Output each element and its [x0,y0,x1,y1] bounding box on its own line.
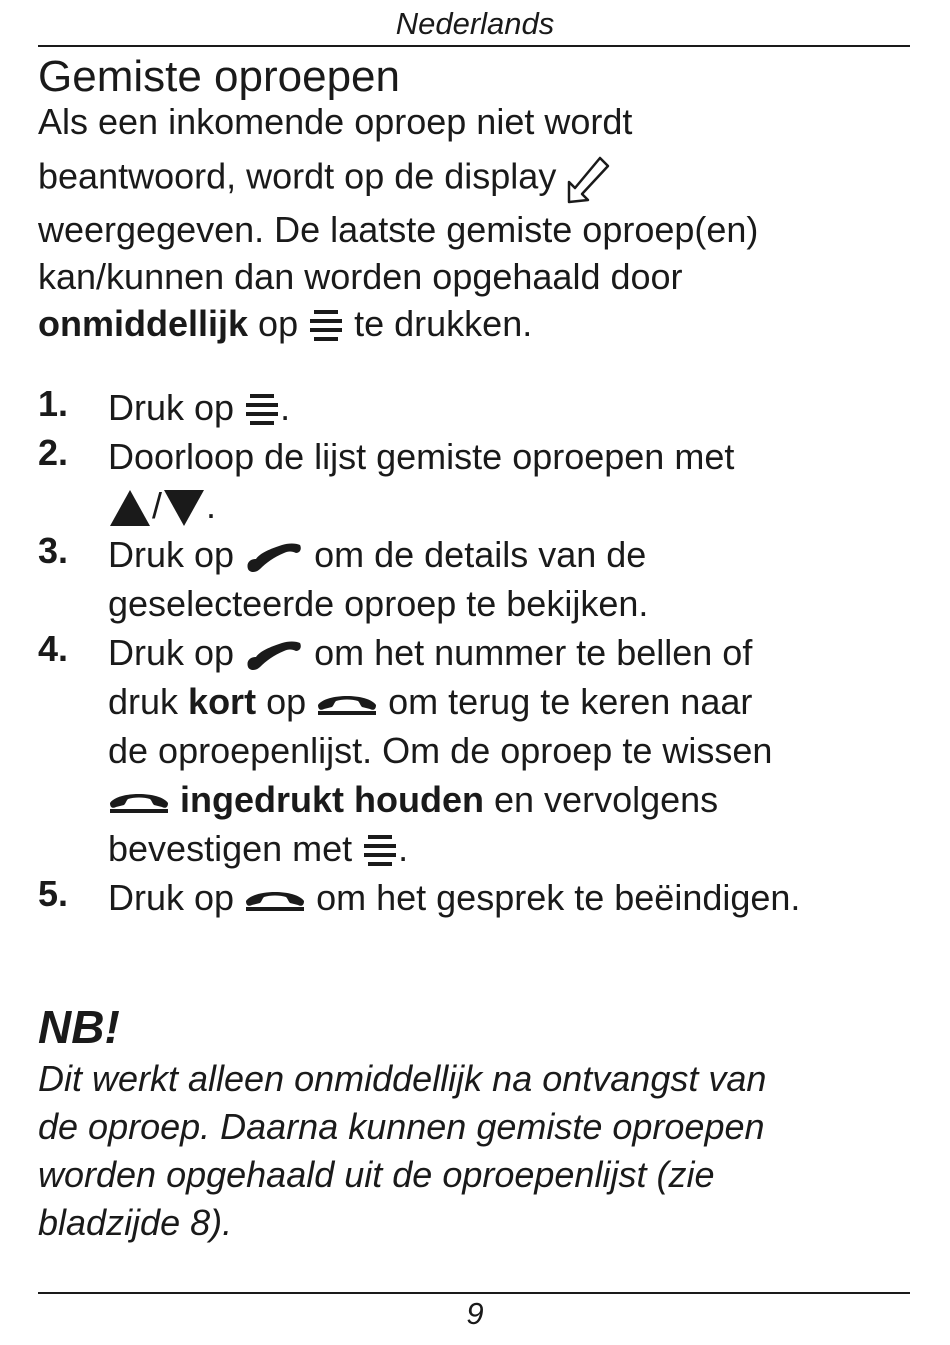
page-number: 9 [466,1296,484,1331]
note-text [38,1055,908,1247]
step-item: 4. Druk op om het nummer te bellen of druk kort op om terug te keren naar de oproepenlijst. Om de oproep te wissen ingedrukt houden en vervolgens bevestigen met . [38,628,773,869]
step-item: 5. Druk op om het gesprek te beëindigen. [38,873,801,918]
note-line: bladzijde 8). [38,1202,233,1243]
header-language: Nederlands [395,6,555,41]
down-arrow-icon [162,488,206,528]
step-item: 1. Druk op . [38,383,291,428]
step-item: 2. Doorloop de lijst gemiste oproepen met / . [38,432,918,530]
intro-line: onmiddellijk op te drukken. [38,303,533,344]
call-icon [244,541,304,573]
missed-call-arrow-icon [566,154,610,204]
up-arrow-icon [108,488,152,528]
call-icon [244,639,304,671]
step-number: 1. [38,383,69,424]
intro-line: weergegeven. De laatste gemiste oproep(en) [38,209,759,250]
hang-up-icon [108,789,170,815]
intro-line: kan/kunnen dan worden opgehaald door [38,256,683,297]
hang-up-icon [316,691,378,717]
menu-icon [244,392,280,428]
header-divider [38,45,910,47]
step-number: 5. [38,873,69,914]
page-title: Gemiste oproepen [38,52,400,101]
step-number: 3. [38,530,69,571]
menu-icon [362,833,398,869]
steps-list [38,383,918,922]
intro-line: beantwoord, wordt op de display [38,154,898,212]
step-number: 2. [38,432,69,473]
menu-icon [308,308,344,344]
step-number: 4. [38,628,69,669]
intro-paragraph [38,101,898,353]
intro-line: Als een inkomende oproep niet wordt [38,101,633,142]
note-line: Dit werkt alleen onmiddellijk na ontvangst van [38,1058,767,1099]
hang-up-icon [244,887,306,913]
note-line: de oproep. Daarna kunnen gemiste oproepen [38,1106,765,1147]
footer-divider [38,1292,910,1294]
note-line: worden opgehaald uit de oproepenlijst (zie [38,1154,715,1195]
note-title: NB! [38,1001,120,1053]
step-item: 3. Druk op om de details van de geselecteerde oproep te bekijken. [38,530,649,624]
